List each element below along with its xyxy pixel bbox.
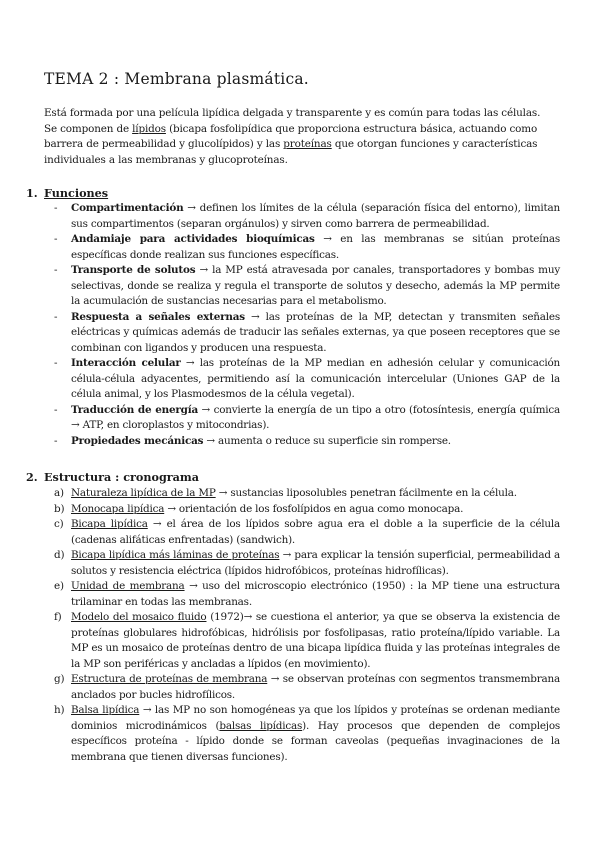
balsas-lipidicas-term: balsas lipídicas — [219, 719, 303, 732]
item-marker: g) — [54, 673, 65, 685]
page-title: TEMA 2 : Membrana plasmática. — [44, 70, 309, 88]
item-term: Unidad de membrana — [71, 580, 185, 592]
item-term: Transporte de solutos — [71, 264, 196, 276]
item-term: Modelo del mosaico fluido — [71, 611, 207, 623]
bullet-marker: - — [54, 202, 58, 214]
item-term: Interacción celular — [71, 357, 181, 369]
item-text: → orientación de los fosfolípidos en agua como monocapa. — [164, 502, 464, 515]
bullet-marker: - — [54, 264, 58, 276]
section-number: 2. — [26, 470, 38, 484]
list-item — [54, 579, 560, 610]
intro-text: Se componen de — [44, 122, 133, 135]
item-text: → las proteínas de la MP median en adhesión celular y comunicación célula-célula adyacentes, permitiendo así la comunicación intercelular (Uniones GAP de la célula animal, y los Plasmodesmos de la célula vegetal). — [71, 357, 561, 400]
proteinas-term: proteínas — [283, 138, 332, 150]
item-term: Traducción de energía — [71, 403, 199, 416]
estructura-list — [54, 486, 560, 765]
bullet-marker: - — [54, 434, 58, 447]
item-text: → aumenta o reduce su superficie sin romperse. — [203, 434, 451, 447]
item-text: → sustancias liposolubles penetran fácilmente en la célula. — [215, 487, 517, 499]
item-marker: h) — [54, 704, 65, 716]
intro-text: barrera de permeabilidad y glucolípidos) y las — [44, 138, 284, 150]
item-text: → en las membranas se sitúan proteínas específicas donde realizan sus funciones específicas. — [71, 233, 560, 261]
list-item — [54, 610, 560, 672]
list-item — [54, 434, 560, 450]
section-heading-estructura — [26, 470, 199, 484]
item-text: → se observan proteínas con segmentos transmembrana anclados por bucles hidrofílicos. — [71, 673, 560, 701]
bullet-marker: - — [54, 357, 58, 369]
item-term: Bicapa lipídica — [71, 518, 148, 530]
bullet-marker: - — [54, 403, 58, 416]
item-text: (1972)→ se cuestiona el anterior, ya que se observa la existencia de proteínas globulares hidrofóbicas, hidrólisis por fosfolipasas, ratio proteína/lípido variable. La MP es un mosaico de proteínas dentro de una bicapa lipídica fluida y las proteínas integrales de la MP son periféricas y ancladas a lípidos (en movimiento). — [71, 611, 560, 670]
item-term: Monocapa lipídica — [71, 502, 165, 515]
item-term: Naturaleza lipídica de la MP — [71, 487, 216, 499]
intro-line-4: individuales a las membranas y glucoproteínas. — [44, 153, 288, 166]
item-text: → para explicar la tensión superficial, permeabilidad a solutos y resistencia eléctrica (lípidos hidrofóbicos, proteínas hidrofílicas). — [71, 549, 560, 577]
intro-text: que otorgan funciones y características — [331, 138, 538, 150]
item-marker: f) — [54, 611, 62, 623]
intro-line-1: Está formada por una película lipídica delgada y transparente y es común para todas las células. — [44, 107, 541, 119]
item-text: ). Hay procesos que dependen de complejos específicos proteína - lípido donde se forman caveolas (pequeñas invaginaciones de la membrana que tienen diversas funciones). — [71, 719, 561, 763]
list-item — [54, 502, 560, 518]
funciones-list — [54, 201, 560, 449]
list-item — [54, 310, 560, 357]
item-text: → la MP está atravesada por canales, transportadores y bombas muy selectivas, donde se realiza y regula el transporte de solutos y desecho, además la MP permite la acumulación de sustancias necesarias para el metabolismo. — [71, 264, 560, 307]
bullet-marker: - — [54, 310, 58, 323]
list-item — [54, 486, 560, 502]
intro-text: (bicapa fosfolipídica que proporciona estructura básica, actuando como — [165, 122, 538, 135]
item-marker: d) — [54, 549, 65, 561]
bullet-marker: - — [54, 233, 58, 245]
item-text: → el área de los lípidos sobre agua era el doble a la superficie de la célula (cadenas alifáticas enfrentadas) (sandwich). — [71, 518, 560, 546]
lipidos-term: lípidos — [132, 122, 166, 135]
item-marker: a) — [54, 487, 64, 499]
list-item — [54, 517, 560, 548]
item-term: Andamiaje para actividades bioquímicas — [71, 233, 315, 245]
item-marker: e) — [54, 580, 64, 592]
item-term: Bicapa lipídica más láminas de proteínas — [71, 549, 280, 561]
list-item — [54, 232, 560, 263]
section-heading-funciones — [26, 186, 108, 200]
item-marker: c) — [54, 518, 64, 530]
list-item — [54, 403, 560, 434]
item-text: → las MP no son homogéneas ya que los lípidos y proteínas se ordenan mediante dominios microdinámicos ( — [71, 704, 561, 732]
list-item — [54, 703, 560, 765]
list-item — [54, 672, 560, 703]
item-text: → uso del microscopio electrónico (1950) : la MP tiene una estructura trilaminar en todas las membranas. — [71, 580, 560, 608]
item-term: Propiedades mecánicas — [71, 434, 204, 447]
item-term: Balsa lipídica — [71, 704, 140, 716]
list-item — [54, 263, 560, 310]
list-item — [54, 201, 560, 232]
item-term: Compartimentación — [71, 202, 184, 214]
intro-paragraph — [44, 106, 560, 168]
section-label: Estructura : cronograma — [44, 470, 200, 484]
item-text: → definen los límites de la célula (separación física del entorno), limitan sus compartimentos (separan orgánulos) y sirven como barrera de permeabilidad. — [71, 202, 560, 230]
list-item — [54, 356, 560, 403]
section-label: Funciones — [44, 186, 109, 200]
item-term: Respuesta a señales externas — [71, 310, 245, 323]
item-term: Estructura de proteínas de membrana — [71, 673, 268, 685]
section-number: 1. — [26, 186, 38, 200]
item-text: → las proteínas de la MP, detectan y transmiten señales eléctricas y químicas además de traducir las señales externas, ya que poseen receptores que se combinan con ligandos y producen una respuesta. — [71, 310, 560, 354]
list-item — [54, 548, 560, 579]
item-text: → convierte la energía de un tipo a otro (fotosíntesis, energía química → ATP, en cloroplastos y mitocondrias). — [71, 403, 560, 431]
item-marker: b) — [54, 502, 65, 515]
